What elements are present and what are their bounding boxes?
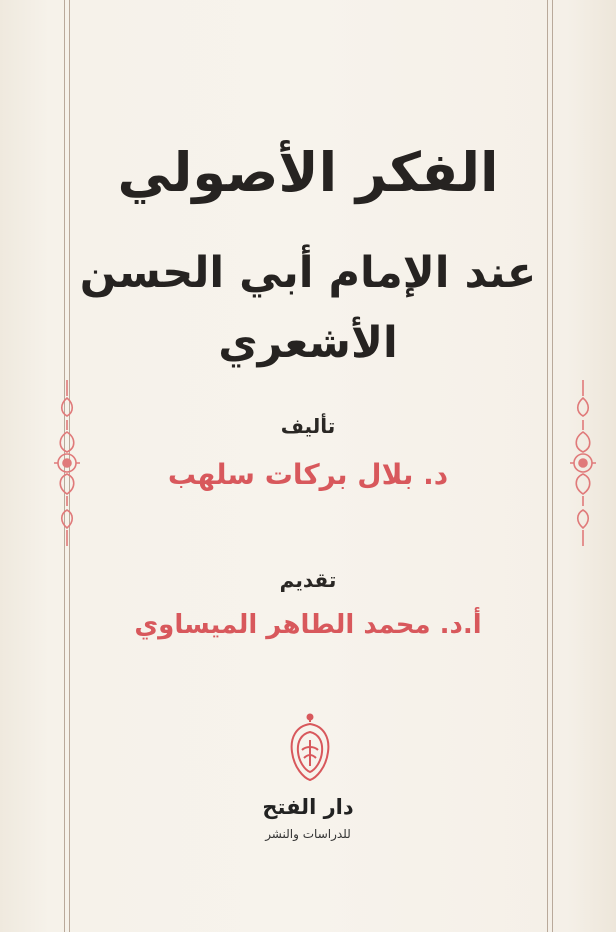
publisher-name: دار الفتح bbox=[262, 795, 354, 819]
introducer-name: أ.د. محمد الطاهر الميساوي bbox=[134, 610, 482, 640]
author-name: د. بلال بركات سلهب bbox=[167, 458, 449, 491]
frame-line-right-inner bbox=[547, 0, 548, 932]
publisher-seal-icon bbox=[286, 712, 334, 782]
right-floral-ornament-icon bbox=[570, 378, 596, 548]
book-title-line-1: الفكر الأصولي bbox=[117, 141, 499, 204]
frame-line-right-outer bbox=[552, 0, 553, 932]
introduction-label: تقديم bbox=[279, 568, 337, 592]
book-title-line-2: عند الإمام أبي الحسن الأشعري bbox=[79, 248, 537, 368]
author-label: تأليف bbox=[280, 414, 336, 438]
publisher-subtitle: للدراسات والنشر bbox=[265, 827, 351, 841]
